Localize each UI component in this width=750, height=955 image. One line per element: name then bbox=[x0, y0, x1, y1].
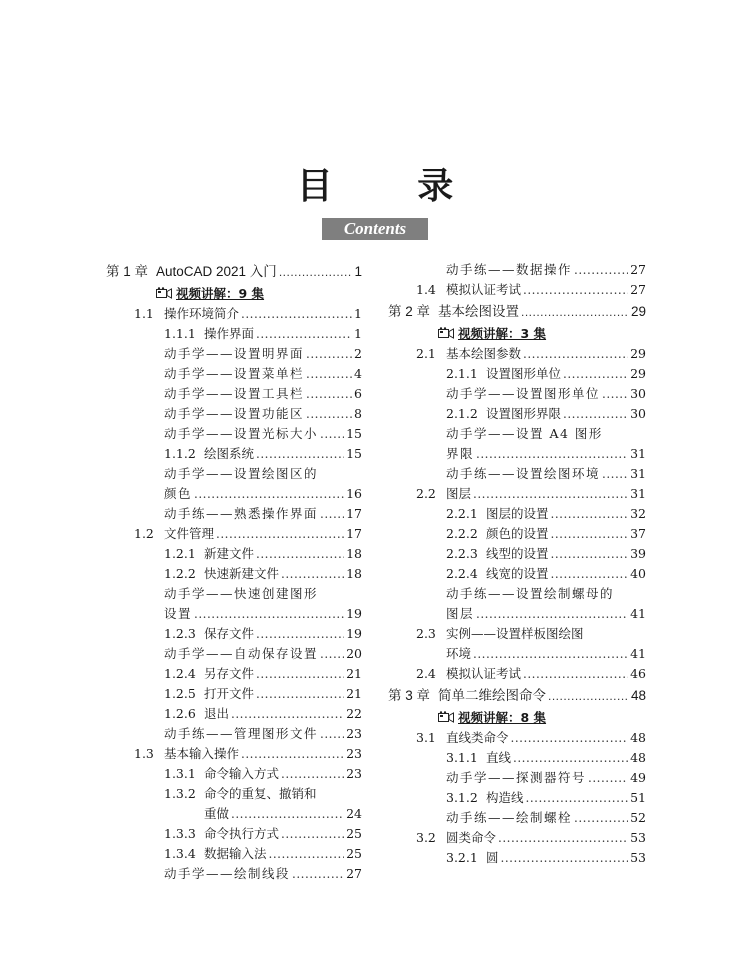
toc-title: 简单二维绘图命令 bbox=[438, 688, 546, 703]
toc-leader bbox=[511, 728, 629, 748]
toc-page: 41 bbox=[630, 606, 646, 621]
toc-title: 动手学——设置功能区 bbox=[164, 406, 305, 421]
toc-title: 动手练——绘制螺栓 bbox=[446, 810, 573, 825]
toc-leader bbox=[526, 788, 629, 808]
toc-page: 53 bbox=[630, 850, 646, 865]
toc-title: 圆 bbox=[486, 850, 499, 865]
toc-subsection bbox=[388, 564, 646, 584]
toc-page: 48 bbox=[630, 730, 646, 745]
toc-leader bbox=[256, 664, 344, 684]
toc-leader bbox=[521, 302, 629, 322]
toc-section bbox=[388, 644, 646, 664]
toc-number: 1.4 bbox=[416, 282, 436, 297]
toc-title: 动手学——设置菜单栏 bbox=[164, 366, 305, 381]
toc-title: 保存文件 bbox=[204, 626, 255, 641]
toc-page: 52 bbox=[630, 810, 646, 825]
toc-leader bbox=[256, 444, 344, 464]
toc-exercise bbox=[388, 584, 646, 604]
toc-leader bbox=[523, 344, 628, 364]
toc-number: 第 2 章 bbox=[388, 304, 431, 319]
toc-number: 1.2.5 bbox=[164, 686, 196, 701]
toc-title: 模拟认证考试 bbox=[446, 282, 522, 297]
toc-title: 颜色 bbox=[164, 486, 193, 501]
toc-exercise bbox=[388, 260, 646, 280]
toc-title: 命令输入方式 bbox=[204, 766, 280, 781]
toc-page: 27 bbox=[630, 262, 646, 277]
toc-leader bbox=[574, 260, 628, 280]
toc-leader bbox=[216, 524, 344, 544]
toc-exercise bbox=[106, 484, 362, 504]
toc-page: 2 bbox=[354, 346, 362, 361]
toc-number: 2.2.2 bbox=[446, 526, 478, 541]
toc-page: 1 bbox=[354, 326, 362, 341]
toc-section bbox=[106, 524, 362, 544]
toc-number: 2.2.4 bbox=[446, 566, 478, 581]
toc-exercise bbox=[106, 504, 362, 524]
toc-leader bbox=[588, 768, 628, 788]
toc-section bbox=[388, 344, 646, 364]
toc-page: 40 bbox=[630, 566, 646, 581]
toc-title: 动手学——设置明界面 bbox=[164, 346, 305, 361]
toc-title: 动手学——设置绘图区的 bbox=[164, 466, 319, 481]
toc-number: 1.2.3 bbox=[164, 626, 196, 641]
toc-subsection bbox=[388, 788, 646, 808]
toc-subsection bbox=[106, 764, 362, 784]
toc-page: 27 bbox=[630, 282, 646, 297]
toc-page: 23 bbox=[346, 726, 362, 741]
toc-leader bbox=[551, 564, 629, 584]
toc-page: 21 bbox=[346, 666, 362, 681]
toc-title: 动手练——管理图形文件 bbox=[164, 726, 319, 741]
toc-number: 1.3.4 bbox=[164, 846, 196, 861]
toc-leader bbox=[563, 364, 628, 384]
toc-exercise bbox=[106, 724, 362, 744]
toc-title: 操作界面 bbox=[204, 326, 255, 341]
toc-page: 18 bbox=[346, 546, 362, 561]
toc-section bbox=[388, 664, 646, 684]
toc-chapter bbox=[388, 684, 646, 706]
toc-leader bbox=[241, 744, 344, 764]
toc-exercise bbox=[106, 344, 362, 364]
toc-subsection bbox=[388, 404, 646, 424]
toc-page: 49 bbox=[630, 770, 646, 785]
toc-leader bbox=[306, 404, 352, 424]
toc-leader bbox=[231, 804, 344, 824]
toc-leader bbox=[501, 848, 629, 868]
toc-section bbox=[106, 304, 362, 324]
toc-leader bbox=[602, 384, 628, 404]
contents-banner: Contents bbox=[322, 218, 428, 240]
toc-leader bbox=[548, 686, 629, 706]
toc-page: 19 bbox=[346, 606, 362, 621]
toc-page: 20 bbox=[346, 646, 362, 661]
toc-page: 37 bbox=[630, 526, 646, 541]
toc-title: 颜色的设置 bbox=[486, 526, 549, 541]
toc-leader bbox=[574, 808, 628, 828]
toc-chapter bbox=[388, 300, 646, 322]
toc-number: 2.2 bbox=[416, 486, 436, 501]
toc-leader bbox=[292, 864, 344, 884]
toc-column-right bbox=[388, 260, 646, 868]
toc-number: 1.2 bbox=[134, 526, 154, 541]
page-title: 目 录 bbox=[296, 166, 490, 207]
toc-title: 线宽的设置 bbox=[486, 566, 549, 581]
video-camera-icon bbox=[156, 287, 172, 299]
toc-page: 16 bbox=[346, 486, 362, 501]
video-lecture-count bbox=[106, 282, 362, 304]
toc-title: 直线 bbox=[486, 750, 512, 765]
toc-leader bbox=[281, 824, 344, 844]
toc-page: 15 bbox=[346, 446, 362, 461]
toc-subsection bbox=[106, 804, 362, 824]
toc-section bbox=[388, 484, 646, 504]
toc-title: 动手练——设置绘制螺母的 bbox=[446, 586, 615, 601]
toc-page: 25 bbox=[346, 826, 362, 841]
toc-leader bbox=[320, 424, 344, 444]
toc-number: 1.1.1 bbox=[164, 326, 196, 341]
toc-page: 29 bbox=[630, 304, 646, 319]
toc-number: 2.3 bbox=[416, 626, 436, 641]
toc-page: 22 bbox=[346, 706, 362, 721]
toc-page: 32 bbox=[630, 506, 646, 521]
toc-page: 1 bbox=[354, 264, 362, 279]
toc-exercise bbox=[388, 768, 646, 788]
toc-leader bbox=[551, 544, 629, 564]
toc-subsection bbox=[106, 664, 362, 684]
toc-number: 2.2.1 bbox=[446, 506, 478, 521]
toc-leader bbox=[256, 544, 344, 564]
toc-leader bbox=[306, 344, 352, 364]
toc-section bbox=[388, 728, 646, 748]
toc-leader bbox=[256, 324, 352, 344]
toc-subsection bbox=[106, 624, 362, 644]
toc-title: 动手练——设置绘图环境 bbox=[446, 466, 601, 481]
toc-leader bbox=[476, 604, 628, 624]
toc-number: 2.1 bbox=[416, 346, 436, 361]
toc-leader bbox=[320, 724, 344, 744]
toc-subsection bbox=[388, 364, 646, 384]
toc-title: 打开文件 bbox=[204, 686, 255, 701]
toc-leader bbox=[473, 644, 628, 664]
toc-subsection bbox=[106, 824, 362, 844]
toc-title: 动手学——设置 A4 图形 bbox=[446, 426, 603, 441]
toc-number: 1.2.1 bbox=[164, 546, 196, 561]
toc-title: 退出 bbox=[204, 706, 230, 721]
toc-exercise bbox=[106, 364, 362, 384]
toc-leader bbox=[306, 384, 352, 404]
toc-page: 23 bbox=[346, 746, 362, 761]
toc-title: 图层 bbox=[446, 486, 472, 501]
toc-leader bbox=[551, 504, 629, 524]
toc-subsection bbox=[388, 544, 646, 564]
toc-number: 1.2.6 bbox=[164, 706, 196, 721]
toc-page: 4 bbox=[354, 366, 362, 381]
toc-page: 17 bbox=[346, 506, 362, 521]
toc-title: 设置 bbox=[164, 606, 193, 621]
toc-title: 基本输入操作 bbox=[164, 746, 240, 761]
toc-exercise bbox=[106, 864, 362, 884]
toc-title: AutoCAD 2021 入门 bbox=[156, 264, 277, 279]
toc-exercise bbox=[388, 604, 646, 624]
toc-title: 动手学——绘制线段 bbox=[164, 866, 291, 881]
toc-number: 1.2.2 bbox=[164, 566, 196, 581]
toc-page: 39 bbox=[630, 546, 646, 561]
toc-subsection bbox=[388, 524, 646, 544]
toc-number: 第 1 章 bbox=[106, 264, 149, 279]
toc-exercise bbox=[388, 808, 646, 828]
toc-subsection bbox=[106, 444, 362, 464]
video-label: 视频讲解：9 集 bbox=[176, 286, 265, 301]
toc-number: 1.3.1 bbox=[164, 766, 196, 781]
toc-title: 设置图形单位 bbox=[486, 366, 562, 381]
toc-title: 文件管理 bbox=[164, 526, 215, 541]
toc-title: 动手学——设置光标大小 bbox=[164, 426, 319, 441]
toc-subsection bbox=[106, 844, 362, 864]
toc-title: 动手练——熟悉操作界面 bbox=[164, 506, 319, 521]
toc-leader bbox=[513, 748, 628, 768]
toc-exercise bbox=[106, 644, 362, 664]
toc-number: 2.1.1 bbox=[446, 366, 478, 381]
toc-number: 2.2.3 bbox=[446, 546, 478, 561]
toc-leader bbox=[473, 484, 628, 504]
toc-leader bbox=[241, 304, 352, 324]
toc-section bbox=[388, 280, 646, 300]
toc-subsection bbox=[388, 748, 646, 768]
toc-page: 27 bbox=[346, 866, 362, 881]
video-camera-icon bbox=[438, 711, 454, 723]
toc-title: 设置图形界限 bbox=[486, 406, 562, 421]
toc-subsection bbox=[106, 684, 362, 704]
video-lecture-count bbox=[388, 322, 646, 344]
toc-leader bbox=[269, 844, 345, 864]
toc-page: 19 bbox=[346, 626, 362, 641]
toc-title: 快速新建文件 bbox=[204, 566, 280, 581]
toc-title: 绘图系统 bbox=[204, 446, 255, 461]
toc-number: 3.2 bbox=[416, 830, 436, 845]
toc-leader bbox=[320, 504, 344, 524]
toc-number: 3.1.1 bbox=[446, 750, 478, 765]
toc-number: 1.2.4 bbox=[164, 666, 196, 681]
toc-page: 6 bbox=[354, 386, 362, 401]
toc-exercise bbox=[106, 604, 362, 624]
toc-number: 3.2.1 bbox=[446, 850, 478, 865]
toc-page: 25 bbox=[346, 846, 362, 861]
toc-leader bbox=[256, 684, 344, 704]
toc-number: 2.1.2 bbox=[446, 406, 478, 421]
toc-exercise bbox=[388, 424, 646, 444]
toc-title: 动手学——设置工具栏 bbox=[164, 386, 305, 401]
toc-page: 8 bbox=[354, 406, 362, 421]
toc-page: 29 bbox=[630, 366, 646, 381]
toc-title: 构造线 bbox=[486, 790, 524, 805]
toc-exercise bbox=[388, 464, 646, 484]
toc-title: 动手学——自动保存设置 bbox=[164, 646, 319, 661]
toc-leader bbox=[523, 664, 628, 684]
toc-page: 48 bbox=[630, 688, 646, 703]
toc-leader bbox=[194, 604, 344, 624]
toc-title: 直线类命令 bbox=[446, 730, 509, 745]
toc-title: 数据输入法 bbox=[204, 846, 267, 861]
toc-leader bbox=[306, 364, 352, 384]
toc-subsection bbox=[106, 564, 362, 584]
toc-subsection bbox=[106, 544, 362, 564]
toc-page: 30 bbox=[630, 386, 646, 401]
toc-leader bbox=[279, 262, 353, 282]
toc-number: 1.3.2 bbox=[164, 786, 196, 801]
toc-exercise bbox=[106, 404, 362, 424]
toc-page: 15 bbox=[346, 426, 362, 441]
toc-page: 24 bbox=[346, 806, 362, 821]
toc-page: 51 bbox=[630, 790, 646, 805]
toc-subsection bbox=[106, 784, 362, 804]
toc-leader bbox=[602, 464, 628, 484]
toc-exercise bbox=[106, 464, 362, 484]
toc-page: 29 bbox=[630, 346, 646, 361]
toc-leader bbox=[551, 524, 629, 544]
toc-page: 30 bbox=[630, 406, 646, 421]
toc-page: 31 bbox=[630, 446, 646, 461]
toc-number: 1.3.3 bbox=[164, 826, 196, 841]
toc-number: 1.1.2 bbox=[164, 446, 196, 461]
toc-page: 23 bbox=[346, 766, 362, 781]
toc-title: 图层 bbox=[446, 606, 475, 621]
toc-exercise bbox=[106, 584, 362, 604]
video-label: 视频讲解：3 集 bbox=[458, 326, 547, 341]
toc-column-left bbox=[106, 260, 362, 884]
video-camera-icon bbox=[438, 327, 454, 339]
toc-title: 另存文件 bbox=[204, 666, 255, 681]
toc-section bbox=[388, 624, 646, 644]
toc-title: 命令执行方式 bbox=[204, 826, 280, 841]
toc-page: 46 bbox=[630, 666, 646, 681]
toc-number: 1.3 bbox=[134, 746, 154, 761]
toc-number: 1.1 bbox=[134, 306, 154, 321]
toc-subsection bbox=[388, 848, 646, 868]
toc-subsection bbox=[388, 504, 646, 524]
toc-title: 实例——设置样板图绘图 bbox=[446, 626, 584, 641]
toc-page: 21 bbox=[346, 686, 362, 701]
toc-leader bbox=[498, 828, 628, 848]
toc-chapter bbox=[106, 260, 362, 282]
toc-title: 命令的重复、撤销和 bbox=[204, 786, 317, 801]
toc-page: 31 bbox=[630, 466, 646, 481]
toc-title: 模拟认证考试 bbox=[446, 666, 522, 681]
toc-number: 2.4 bbox=[416, 666, 436, 681]
toc-title: 图层的设置 bbox=[486, 506, 549, 521]
toc-page: 53 bbox=[630, 830, 646, 845]
toc-title: 新建文件 bbox=[204, 546, 255, 561]
toc-leader bbox=[523, 280, 628, 300]
toc-leader bbox=[476, 444, 628, 464]
toc-title: 动手学——设置图形单位 bbox=[446, 386, 601, 401]
toc-number: 第 3 章 bbox=[388, 688, 431, 703]
toc-exercise bbox=[388, 444, 646, 464]
toc-exercise bbox=[106, 384, 362, 404]
toc-title: 动手练——数据操作 bbox=[446, 262, 573, 277]
toc-title: 基本绘图参数 bbox=[446, 346, 522, 361]
toc-number: 3.1.2 bbox=[446, 790, 478, 805]
toc-leader bbox=[256, 624, 344, 644]
toc-title: 重做 bbox=[204, 806, 230, 821]
toc-number: 3.1 bbox=[416, 730, 436, 745]
toc-leader bbox=[563, 404, 628, 424]
toc-section bbox=[388, 828, 646, 848]
toc-page: 1 bbox=[354, 306, 362, 321]
toc-subsection bbox=[106, 324, 362, 344]
toc-leader bbox=[281, 764, 344, 784]
toc-page: 18 bbox=[346, 566, 362, 581]
toc-section bbox=[106, 744, 362, 764]
toc-leader bbox=[231, 704, 344, 724]
toc-page: 41 bbox=[630, 646, 646, 661]
toc-title: 线型的设置 bbox=[486, 546, 549, 561]
toc-exercise bbox=[106, 424, 362, 444]
toc-leader bbox=[194, 484, 344, 504]
toc-title: 动手学——快速创建图形 bbox=[164, 586, 319, 601]
toc-title: 环境 bbox=[446, 646, 472, 661]
toc-subsection bbox=[106, 704, 362, 724]
toc-page: 31 bbox=[630, 486, 646, 501]
toc-title: 操作环境简介 bbox=[164, 306, 240, 321]
toc-title: 圆类命令 bbox=[446, 830, 497, 845]
toc-page: 17 bbox=[346, 526, 362, 541]
video-label: 视频讲解：8 集 bbox=[458, 710, 547, 725]
toc-title: 界限 bbox=[446, 446, 475, 461]
toc-title: 动手学——探测器符号 bbox=[446, 770, 587, 785]
toc-title: 基本绘图设置 bbox=[438, 304, 519, 319]
toc-exercise bbox=[388, 384, 646, 404]
toc-page: 48 bbox=[630, 750, 646, 765]
toc-leader bbox=[281, 564, 344, 584]
toc-leader bbox=[320, 644, 344, 664]
video-lecture-count bbox=[388, 706, 646, 728]
